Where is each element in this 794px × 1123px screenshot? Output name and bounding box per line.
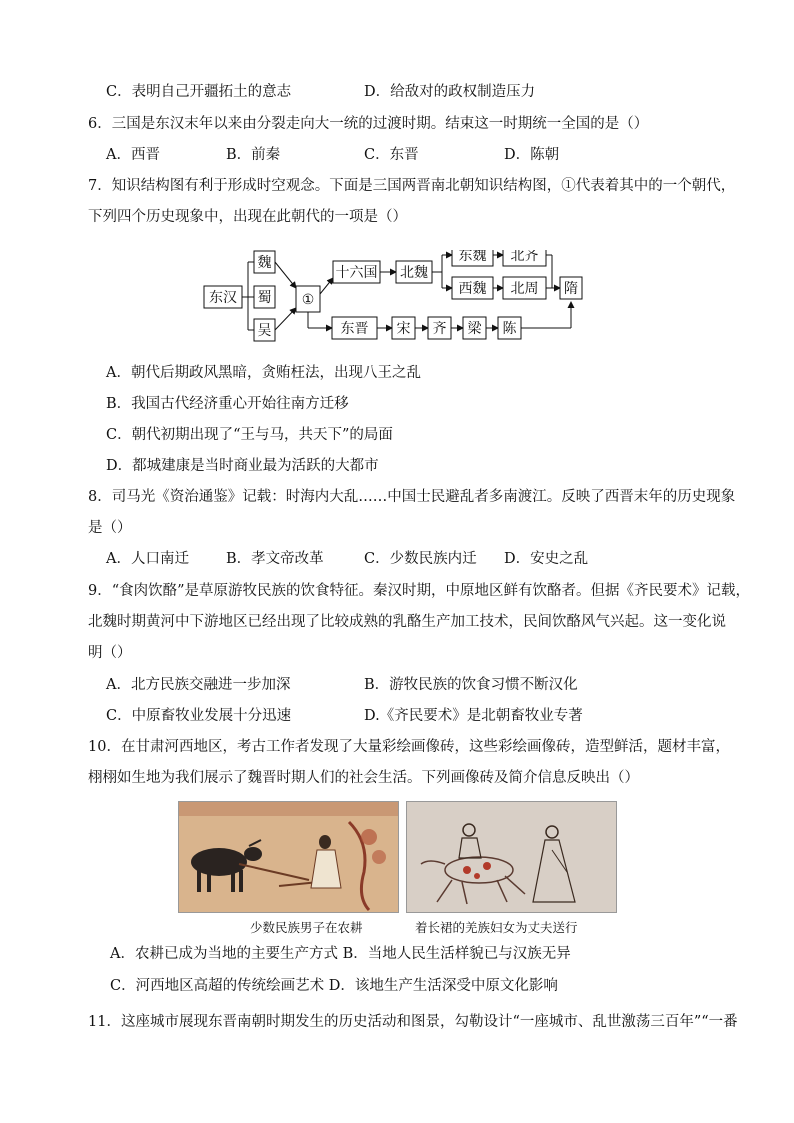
box-qi-label: 齐 <box>432 321 447 337</box>
caption-right: 着长裙的羌族妇女为丈夫送行 <box>415 920 578 935</box>
q6-option-c: C．东晋 <box>364 147 419 163</box>
box-wu-label: 吴 <box>257 323 272 339</box>
q8-option-d: D．安史之乱 <box>504 551 589 567</box>
box-donghan-label: 东汉 <box>209 290 237 306</box>
q9-option-d: D.《齐民要术》是北朝畜牧业专著 <box>364 708 583 724</box>
box-dongjin-label: 东晋 <box>340 321 369 337</box>
q8-option-c: C．少数民族内迁 <box>364 551 477 567</box>
q6-stem: 6．三国是东汉末年以来由分裂走向大一统的过渡时期。结束这一时期统一全国的是（） <box>88 116 649 132</box>
q7-option-b: B．我国古代经济重心开始往南方迁移 <box>106 396 349 412</box>
q7-option-d: D．都城建康是当时商业最为活跃的大都市 <box>106 458 379 474</box>
box-song-label: 宋 <box>396 321 411 337</box>
q6-option-a: A．西晋 <box>106 147 160 163</box>
box-dongwei-label: 东魏 <box>458 250 487 264</box>
q8-stem-line1: 8．司马光《资治通鉴》记载：时海内大乱……中国士民避乱者多南渡江。反映了西晋末年的历史现象 <box>88 489 736 505</box>
q11-stem-line1: 11．这座城市展现东晋南朝时期发生的历史活动和图景，勾勒设计“一座城市、乱世激荡三百年”“一番 <box>88 1014 738 1030</box>
dynasty-structure-diagram <box>200 250 600 350</box>
box-sui-label: 隋 <box>564 281 578 297</box>
brick-painting-farming <box>178 801 399 913</box>
caption-left: 少数民族男子在农耕 <box>250 920 363 935</box>
q8-option-b: B．孝文帝改革 <box>226 551 324 567</box>
q10-stem-line1: 10．在甘肃河西地区，考古工作者发现了大量彩绘画像砖，这些彩绘画像砖，造型鲜活，题材丰富， <box>88 739 730 755</box>
brick-painting-farewell <box>406 801 617 913</box>
q7-stem-line1: 7．知识结构图有利于形成时空观念。下面是三国两晋南北朝知识结构图，①代表着其中的一个朝代， <box>88 178 736 194</box>
q7-option-a: A．朝代后期政风黑暗，贪贿枉法，出现八王之乱 <box>106 365 421 381</box>
q6-option-d: D．陈朝 <box>504 147 560 163</box>
q9-stem-line2: 北魏时期黄河中下游地区已经出现了比较成熟的乳酪生产加工技术，民间饮酪风气兴起。这一变化说 <box>88 614 726 630</box>
box-wei-label: 魏 <box>257 255 272 271</box>
box-chen-label: 陈 <box>502 321 517 337</box>
box-liang-label: 梁 <box>467 321 482 337</box>
q6-option-b: B．前秦 <box>226 147 281 163</box>
q8-stem-line2: 是（） <box>88 520 132 536</box>
q5-option-d: D．给敌对的政权制造压力 <box>364 84 536 100</box>
q7-option-c: C．朝代初期出现了“王与马，共天下”的局面 <box>106 427 393 443</box>
q5-option-c: C．表明自己开疆拓土的意志 <box>106 84 292 100</box>
box-xiwei-label: 西魏 <box>458 281 487 297</box>
q9-option-c: C．中原畜牧业发展十分迅速 <box>106 708 292 724</box>
box-beiqi-label: 北齐 <box>510 250 539 264</box>
q9-option-a: A．北方民族交融进一步加深 <box>106 677 291 693</box>
q9-option-b: B．游牧民族的饮食习惯不断汉化 <box>364 677 578 693</box>
box-circle-1-label: ① <box>301 292 315 308</box>
q8-option-a: A．人口南迁 <box>106 551 189 567</box>
box-beizhou-label: 北周 <box>510 281 539 297</box>
q9-stem-line1: 9．“食肉饮酪”是草原游牧民族的饮食特征。秦汉时期，中原地区鲜有饮酪者。但据《齐民要术》记载， <box>88 583 751 599</box>
box-shu-label: 蜀 <box>257 290 272 306</box>
q10-option-ab: A．农耕已成为当地的主要生产方式 B．当地人民生活样貌已与汉族无异 <box>110 946 571 962</box>
q10-stem-line2: 栩栩如生地为我们展示了魏晋时期人们的社会生活。下列画像砖及简介信息反映出（） <box>88 770 639 786</box>
q9-stem-line3: 明（） <box>88 645 132 661</box>
box-shiliuguo-label: 十六国 <box>335 265 378 281</box>
q7-stem-line2: 下列四个历史现象中，出现在此朝代的一项是（） <box>88 209 407 225</box>
q10-option-cd: C．河西地区高超的传统绘画艺术 D．该地生产生活深受中原文化影响 <box>110 978 558 994</box>
box-beiwei-label: 北魏 <box>400 265 428 281</box>
